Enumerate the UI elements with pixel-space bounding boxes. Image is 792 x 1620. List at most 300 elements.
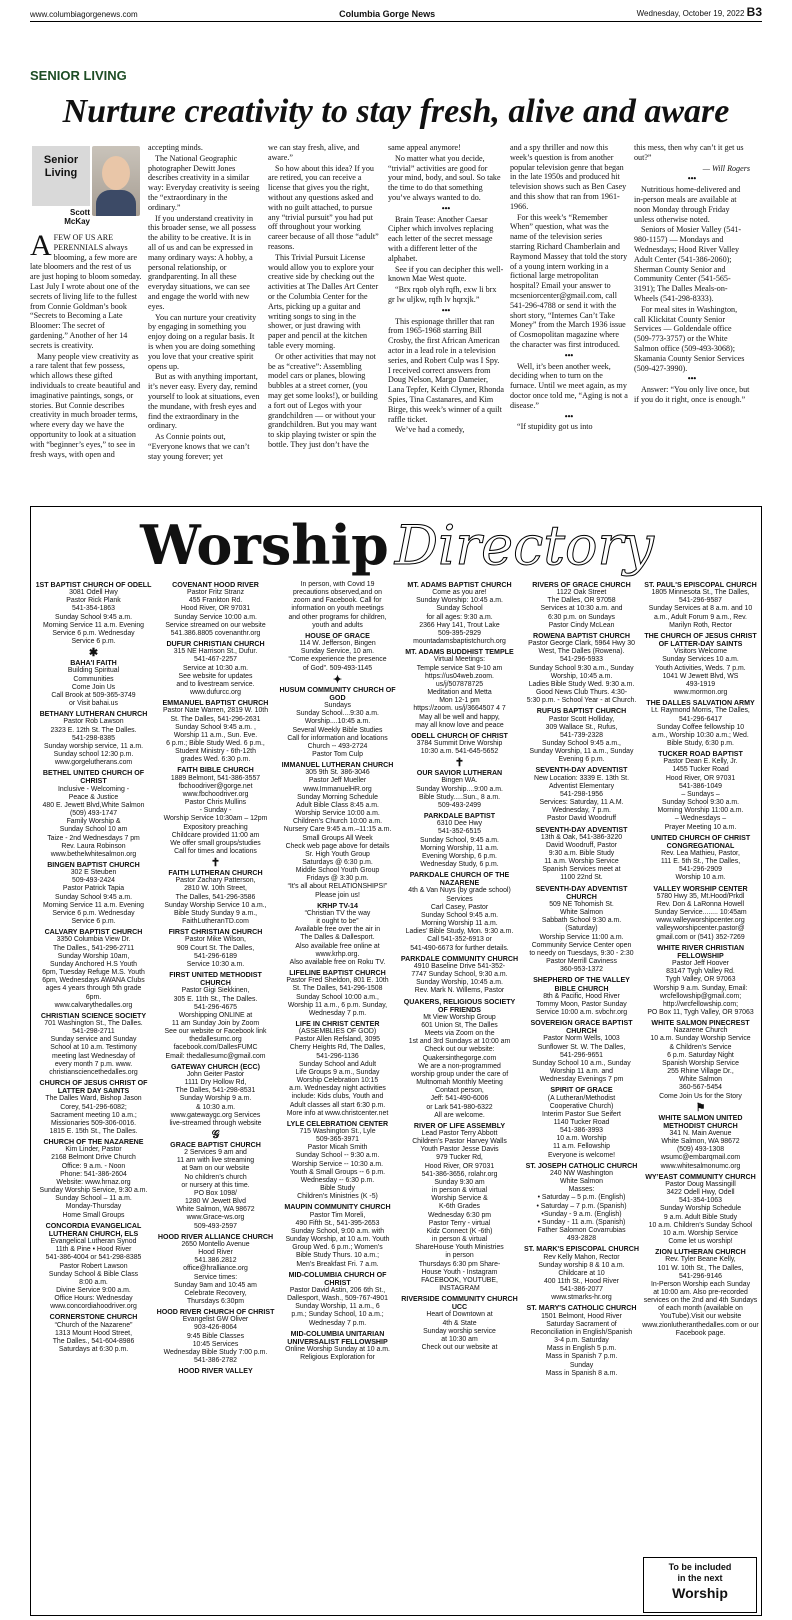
church-detail-line: and other programs for children, [288, 613, 387, 621]
church-detail-line: Worship, 10:45 a.m. [550, 672, 613, 680]
church-listing [642, 632, 759, 697]
church-detail-line: Sunday School and Adult [298, 1060, 376, 1068]
church-detail-line: Worshipping ONLINE at [178, 1011, 253, 1019]
church-detail-line: Rev. Laura Robinson [61, 842, 126, 850]
article-paragraph: For this week’s “Remember When” question, what was the name of the television series starring Richard Chamberlain and Raymond Massey that told the story of a young intern working in a fictional large metropolitan hospital? Email your answer to mcseniorcenter@gmail.com, call 541-296-4788 or send it with the short story, “Internes Can’t Take Money” from the March 1936 issue of Cosmopolitan magazine where the character was first introduced. [510, 212, 628, 349]
church-detail-line: Student Ministry - 6th-12th [175, 748, 256, 756]
church-detail-line: (509) 493-1308 [676, 1146, 725, 1154]
church-detail-line: Sunday Anchored H.S Youth [50, 960, 137, 968]
church-detail-line: 541-298-1956 [560, 790, 603, 798]
church-detail-line: 509-365-3971 [316, 1136, 359, 1144]
church-detail-line: thedallesumc.org [189, 1036, 242, 1044]
church-detail-line: Mt View Worship Group [423, 1013, 496, 1021]
church-detail-line: it ought to be” [316, 918, 359, 926]
drop-cap: A [30, 229, 52, 262]
church-detail-line: Sacrament meeting 10 a.m.; [50, 1111, 137, 1119]
church-listing [34, 769, 153, 859]
church-detail-line: White Salmon, WA 98672 [661, 1138, 740, 1146]
church-listing [522, 1162, 641, 1244]
church-listing [522, 1245, 641, 1302]
church-detail-line: 7747 Sunday School, 9:30 a.m. [411, 971, 508, 979]
column-logo [30, 143, 142, 233]
church-detail-line: Services [446, 895, 473, 903]
church-detail-line: Website: www.hrnaz.org [56, 1178, 131, 1186]
church-detail-line: Tygh Valley, OR 97063 [665, 976, 736, 984]
church-detail-line: wrcfellowship@gmail.com; [659, 992, 742, 1000]
church-detail-line: Monday-Thursday [65, 1203, 122, 1211]
church-detail-line: Sunday School 9:45 a.m., [542, 739, 621, 747]
church-detail-line: Hood River, OR 97031 [180, 605, 251, 613]
article-paragraph: Well, it’s been another week, deciding when to turn on the furnace. Until we meet again, as my doctor once told me, “Aging is not a disease.” [510, 361, 628, 410]
church-logo-icon: ✝ [210, 857, 221, 870]
church-detail-line: (Saturday) [565, 925, 598, 933]
church-detail-line: Pastor Gigi Siekkinen, [181, 987, 250, 995]
church-detail-line: www.zionlutheranthedalles.com or our [642, 1321, 759, 1329]
church-detail-line: Spanish Worship Service [662, 1059, 739, 1067]
church-detail-line: Pastor Fred Sheldon, 801 E. 10th [286, 977, 389, 985]
church-detail-line: at 10:30 am [441, 1335, 478, 1343]
church-detail-line: in person [445, 1252, 474, 1260]
church-name: GATEWAY CHURCH (ECC) [171, 1062, 260, 1071]
church-detail-line: Nazarene Church [673, 1027, 728, 1035]
church-detail-line: Sunday Worship Service 10 a.m., [164, 901, 267, 909]
church-detail-line: Services at 10:30 a.m. and [540, 605, 623, 613]
church-listing [34, 581, 153, 646]
church-detail-line: 305 9th St. 386-3046 [305, 769, 370, 777]
church-detail-line: Call for times and locations [174, 848, 257, 855]
church-detail-line: Sunday Service, 10 am. [300, 648, 375, 656]
church-detail-line: 541-298-8385 [72, 734, 115, 742]
church-detail-line: Service 6 p.m. Wednesday [52, 909, 135, 917]
church-detail-line: mountadamsbaptistchurch.org [413, 638, 506, 646]
page-number: B3 [746, 5, 762, 19]
church-detail-line: Home Small Groups [62, 1211, 125, 1219]
church-detail-line: Come as you are! [432, 589, 487, 597]
church-listing [642, 834, 759, 883]
church-detail-line: at 10:00 am. Also pre-recorded [653, 1288, 748, 1296]
church-detail-line: Thursdays 6:30 pm Share- [418, 1260, 501, 1268]
church-detail-line: 10 a.m. Sunday Worship Service [650, 1035, 751, 1043]
church-detail-line: We are a non-programmed [418, 1062, 501, 1070]
church-detail-line: Mass in Spanish 7 p.m. [545, 1353, 618, 1361]
church-detail-line: Religious Exploration for [300, 1354, 375, 1362]
church-name: ZION LUTHERAN CHURCH [655, 1248, 746, 1257]
church-detail-line: Men’s Breakfast Fri. 7 a.m. [296, 1260, 379, 1268]
church-detail-line: Sunday service and Sunday [50, 1036, 137, 1044]
church-detail-line: 255 Rhine Village Dr., [667, 1068, 734, 1076]
church-logo-icon: ⚑ [695, 1101, 706, 1114]
church-detail-line: Hood River, OR 97031 [424, 1162, 495, 1170]
church-detail-line: Pastor Cindy McLean [548, 621, 615, 629]
church-detail-line: 1313 Mount Hood Street, [55, 1329, 132, 1337]
church-detail-line: 541-296-2909 [679, 866, 722, 874]
church-detail-line: fbchoodriver@gorge.net [178, 782, 253, 790]
church-name: ROWENA BAPTIST CHURCH [532, 631, 631, 640]
church-detail-line: 541-298-2711 [72, 1028, 115, 1036]
church-detail-line: Sunday School [436, 605, 483, 613]
church-detail-line: Worship 11 a.m., 6 p.m. Sunday, [287, 1001, 388, 1009]
article-column-3 [268, 143, 380, 495]
church-listing [522, 581, 641, 630]
church-detail-line: Interim Pastor Sue Seifert [542, 1110, 621, 1118]
church-detail-line: Worship 11 a.m., Sun. Eve. [173, 731, 258, 739]
church-name: WHITE SALMON UNITED METHODIST CHURCH [658, 1113, 743, 1130]
church-name: BETHEL UNITED CHURCH OF CHRIST [42, 769, 145, 786]
church-detail-line: Childcare provided 11:00 am [171, 831, 260, 839]
church-detail-line: Pastor Rick Plank [66, 597, 121, 605]
church-name: ODELL CHURCH OF CHRIST [411, 731, 508, 740]
church-detail-line: or Visit bahai.us [69, 700, 118, 708]
church-listing [156, 971, 275, 1061]
author-name: Scott McKay [64, 208, 90, 226]
church-detail-line: precautions observed,and on [293, 589, 382, 597]
church-detail-line: Check web page above for details [285, 842, 390, 850]
church-detail-line: Lead Pastor Terry Abbott [421, 1130, 498, 1137]
article-paragraph: No matter what you decide, “trivial” activities are good for your mind, body, and soul. So take the time to do that something you’ve always wanted to do. [388, 153, 501, 202]
church-detail-line: ShareHouse Youth Ministries [415, 1244, 504, 1252]
church-detail-line: gmail.com or (541) 352-7269 [656, 933, 745, 941]
church-detail-line: a.m. Wednesday night activities [289, 1085, 386, 1093]
church-detail-line: Worship Celebration 10:15 [296, 1077, 379, 1085]
church-detail-line: Evangelical Lutheran Synod [50, 1238, 137, 1246]
church-detail-line: Also available free online at [295, 942, 380, 950]
church-detail-line: Pastor David Woodruff [546, 815, 617, 823]
church-detail-line: 541-296-9146 [679, 1272, 722, 1280]
church-detail-line: “Come experience the presence [288, 656, 387, 664]
church-detail-line: 509-493-2597 [194, 1222, 237, 1230]
church-detail-line: White Salmon [560, 1178, 603, 1186]
church-detail-line: 4th & State [442, 1319, 477, 1327]
church-detail-line: 903-426-8064 [194, 1324, 237, 1332]
church-detail-line: Youth & Small Groups -- 6 p.m. [289, 1168, 386, 1176]
church-detail-line: 305 E. 11th St., The Dalles. [173, 995, 258, 1003]
church-detail-line: Taize - 2nd Wednesdays 7 pm [47, 834, 140, 842]
church-detail-line: www.stmarks-hr.org [551, 1294, 612, 1302]
church-listing [34, 648, 153, 708]
church-detail-line: Sunday Worship Schedule [659, 1205, 742, 1213]
worship-directory [30, 506, 762, 1616]
page-date: Wednesday, October 19, 2022 [636, 9, 745, 18]
church-detail-line: www.bethelwhitesalmon.org [50, 850, 137, 858]
church-detail-line: INSTAGRAM [439, 1284, 480, 1292]
church-listing [156, 858, 275, 926]
church-detail-line: www.mormon.org [673, 689, 728, 697]
church-detail-line: www.krhp.org. [315, 950, 360, 958]
church-name: ST. MARK'S EPISCOPAL CHURCH [524, 1245, 639, 1254]
church-detail-line: Sunday School 9:30 a.m. [662, 799, 739, 807]
church-detail-line: New Location: 3339 E. 13th St. [534, 774, 629, 782]
church-detail-line: Sunday school 12:30 p.m. [53, 750, 134, 758]
church-detail-line: Phone: 541-386-2604 [60, 1170, 127, 1178]
church-detail-line: Sunday worship 8 & 10 a.m. [538, 1261, 625, 1269]
senior-living-logo: Senior Living [32, 146, 90, 206]
church-detail-line: All are welcome. [434, 1111, 485, 1119]
church-detail-line: 3784 Summit Drive Worship [416, 739, 503, 747]
church-detail-line: Sunday School 9:45 a.m. , [175, 723, 256, 731]
church-detail-line: 3422 Odell Hwy, Odell [666, 1189, 735, 1197]
church-detail-line: Lt. Raymond Morris, The Dalles, [651, 707, 750, 715]
church-detail-line: Childcare at 10 [558, 1269, 605, 1277]
church-name: WHITE SALMON PINECREST [651, 1019, 750, 1028]
church-detail-line: 11 am Sunday Join by Zoom [171, 1019, 260, 1027]
church-listing [278, 1271, 397, 1328]
church-detail-line: Middle School Youth Group [295, 867, 380, 875]
church-detail-line: Sunday Worship, at 10 a.m. Youth [285, 1236, 390, 1244]
church-detail-line: include: Kids clubs, Youth and [291, 1093, 384, 1101]
church-detail-line: & 10:30 a.m. [195, 1103, 236, 1111]
church-name: OUR SAVIOR LUTHERAN [416, 769, 503, 778]
church-name: MID-COLUMBIA UNITARIAN UNIVERSALIST FELLOWSHIP [287, 1329, 388, 1346]
church-detail-line: Bible Study, 6:30 p.m. [667, 739, 734, 747]
church-name: ST. MARY'S CATHOLIC CHURCH [526, 1304, 637, 1313]
article-paragraph: Many people view creativity as a rare talent that few possess, which allows these gifted individuals to create beautiful and imaginative paintings, songs, or stories. But Connie describes creativity in much broader terms, where every day we have the opportunity to look at a situation with “beginner’s eyes,” to see in fresh ways, with open and [30, 351, 141, 459]
church-detail-line: 541.386.8805 covenanthr.org [170, 629, 261, 637]
senior-living-badge [32, 146, 140, 231]
church-name: SHEPHERD OF THE VALLEY BIBLE CHURCH [533, 976, 630, 993]
church-detail-line: Come Join Us for the Story [659, 1092, 742, 1100]
church-detail-line: 493-1919 [685, 680, 716, 688]
church-listing [156, 581, 275, 638]
church-detail-line: Adventist Elementary [548, 782, 615, 790]
church-name: HOOD RIVER CHURCH OF CHRIST [156, 1308, 275, 1317]
church-detail-line: Ladies’ Bible Study, Mon. 9:30 a.m. [405, 928, 514, 936]
church-detail-line: Bible Study Thurs. 10 a.m.; [296, 1252, 379, 1260]
church-detail-line: Wednesday, 7 p.m. [552, 807, 611, 815]
church-detail-line: The Dalles Ward, Bishop Jason [45, 1095, 142, 1103]
church-detail-line: Sunday Services 10 a.m. [662, 656, 739, 664]
church-name: FIRST UNITED METHODIST CHURCH [169, 971, 262, 988]
church-listing [400, 648, 519, 730]
church-detail-line: Fridays @ 3:30 p.m. [306, 875, 369, 883]
church-detail-line: Multnomah Monthly Meeting [416, 1079, 503, 1087]
church-detail-line: Wednesday Evenings 7 pm [539, 1076, 624, 1084]
church-name: FAITH LUTHERAN CHURCH [168, 869, 263, 878]
church-detail-line: Sunday Worship Service, 9:30 a.m. [39, 1187, 148, 1195]
directory-column-3 [278, 581, 397, 1611]
church-detail-line: 5780 Hwy 35, Mt.Hood/Prkdl [656, 892, 745, 900]
church-detail-line: www.fbchoodriver.org [182, 790, 249, 798]
church-name: PARKDALE CHURCH OF THE NAZARENE [409, 871, 510, 888]
article-paragraph: ••• [687, 374, 697, 384]
church-detail-line: We offer small groups/studies [170, 839, 261, 847]
church-name: HOOD RIVER VALLEY [178, 1367, 253, 1376]
church-detail-line: Hood River, OR 97031 [665, 774, 736, 782]
church-logo-icon: ✝ [454, 757, 465, 770]
church-detail-line: www.calvarythedalles.org [54, 1001, 133, 1009]
church-detail-line: John Geiter Pastor [186, 1070, 245, 1078]
church-detail-line: Sunday Worship....9:00 a.m. [416, 785, 503, 793]
church-detail-line: 541-386-3993 [560, 1127, 603, 1135]
church-detail-line: See our website or Facebook link [164, 1028, 267, 1036]
church-detail-line: Communities [73, 675, 114, 683]
church-detail-line: Worship 10 a.m. [675, 874, 726, 882]
directory-column-5 [522, 581, 641, 1611]
church-detail-line: Service 6 p.m. Wednesday [52, 629, 135, 637]
church-detail-line: FaithLutheranTD.com [182, 918, 249, 926]
church-detail-line: facebook.com/DallesFUMC [173, 1044, 258, 1052]
church-detail-line: Evening 6 p.m. [558, 756, 605, 764]
article-column-6 [634, 143, 750, 495]
church-detail-line: 2810 W. 10th Street, [184, 885, 247, 893]
church-detail-line: Sunday worship service, 11 a.m. [43, 742, 144, 750]
church-detail-line: Bible Study Sunday 9 a.m., [173, 909, 258, 917]
church-name: DUFUR CHRISTIAN CHURCH [166, 640, 265, 649]
church-detail-line: Saturday Sacrament of [546, 1320, 617, 1328]
church-name: UNITED CHURCH OF CHRIST CONGREGATIONAL [650, 833, 751, 850]
church-detail-line: Visitors Welcome [674, 648, 727, 656]
church-detail-line: 10:45 Services [192, 1340, 239, 1348]
church-detail-line: Worship Service 11:00 a.m. [539, 933, 624, 941]
church-detail-line: 1122 Oak Street [556, 589, 607, 597]
church-detail-line: Service streamed on our website [165, 621, 266, 629]
church-detail-line: Corey, 541-296-6082; [60, 1103, 127, 1111]
church-detail-line: Pastor Dean E. Kelly, Jr. [663, 758, 738, 766]
church-detail-line: Sunday School 10:00 a.m., [296, 993, 379, 1001]
church-detail-line: Sunday School 9:30 a.m., Sunday [529, 664, 634, 672]
church-detail-line: 360-567-5454 [679, 1084, 722, 1092]
church-name: QUAKERS, RELIGIOUS SOCIETY OF FRIENDS [403, 997, 516, 1014]
church-name: BINGEN BAPTIST CHURCH [47, 861, 140, 869]
church-name: FAITH BIBLE CHURCH [177, 766, 254, 775]
church-detail-line: Service 10:00 a.m. svbchr.org [535, 1008, 628, 1016]
church-detail-line: Youth Activities, Weds. 7 p.m. [655, 664, 746, 672]
church-detail-line: West, The Dalles (Rowena). [538, 648, 625, 656]
church-listing [34, 710, 153, 767]
church-detail-line: 10 a.m. Worship [556, 1135, 607, 1143]
article-paragraph: ••• [564, 350, 574, 360]
article-paragraph: Or other activities that may not be as “creative”: Assembling model cars or planes, blowing bubbles at a street corner, (you may get some looks!), or building a fort out of Legos with your grandchildren — or without your grandchildren. But you may want to skip playing twister or spin the bottle. They just don’t have the [268, 351, 378, 449]
church-detail-line: 13th & Oak, 541-386-3220 [540, 833, 623, 841]
article-body [30, 143, 762, 495]
church-detail-line: Wednesday 7 p.m. [308, 1319, 367, 1327]
church-detail-line: Sunday School 9:45 a.m. [421, 911, 498, 919]
church-detail-line: 2366 Hwy 141, Trout Lake [419, 621, 500, 629]
church-detail-line: Also available free on Roku TV. [289, 958, 386, 966]
church-detail-line: ages 4 years through 5th grade [45, 985, 142, 993]
church-name: CORNERSTONE CHURCH [49, 1313, 138, 1322]
church-listing [522, 1019, 641, 1084]
church-detail-line: – Sundays – [681, 790, 720, 798]
church-detail-line: House Youth - Instagram [421, 1268, 498, 1276]
church-detail-line: The Dalles & Dallesport. [300, 934, 375, 942]
church-detail-line: Pastor Terry - virtual [428, 1219, 491, 1227]
church-detail-line: Worship Service -- 10:30 a.m. [291, 1160, 383, 1168]
church-detail-line: Wednesday Bible Study 7:00 p.m. [163, 1348, 268, 1356]
church-detail-line: See website for updates [178, 672, 253, 680]
church-detail-line: Sundays [324, 702, 351, 710]
church-listing [278, 632, 397, 673]
church-detail-line: 541-467-2257 [194, 656, 237, 664]
church-detail-line: 9:30 a.m. Bible Study [548, 850, 615, 857]
church-detail-line: 715 Washington St., Lyle [299, 1128, 376, 1135]
section-label: SENIOR LIVING [30, 68, 127, 83]
church-detail-line: 480 E. Jewett Blvd,White Salmon [42, 801, 145, 809]
church-listing [156, 766, 275, 856]
church-detail-line: christiansciencethedalles.org [49, 1068, 138, 1076]
church-name: HOUSE OF GRACE [305, 631, 370, 640]
church-detail-line: Everyone is welcome! [547, 1151, 616, 1159]
church-listing [34, 1012, 153, 1077]
article-paragraph: ••• [441, 305, 451, 315]
article-paragraph: We’ve had a comedy, [395, 425, 465, 435]
church-name: PARKDALE BAPTIST [423, 812, 496, 821]
church-detail-line: 315 NE Harrison St., Dufur. [173, 648, 258, 656]
church-listing [278, 1203, 397, 1268]
church-detail-line: White Salmon [560, 909, 603, 917]
worship-directory-title [31, 513, 762, 581]
church-detail-line: 2650 Montello Avenue [181, 1240, 250, 1248]
church-name: CALVARY BAPTIST CHURCH [44, 928, 143, 937]
church-detail-line: St. The Dalles, 541-296-1508 [292, 985, 383, 993]
church-detail-line: 3-4 p.m. Saturday [554, 1337, 609, 1345]
church-detail-line: Bible Study [320, 1185, 355, 1193]
church-detail-line: The Dalles., 541-296-2711 [52, 944, 135, 952]
church-name: SEVENTH-DAY ADVENTIST CHURCH [535, 884, 628, 901]
church-detail-line: 3350 Columbia View Dr. [56, 936, 131, 944]
church-detail-line: Email: thedallesumc@gmail.com [165, 1052, 266, 1060]
church-detail-line: 701 Washington St., The Dalles. [44, 1019, 143, 1027]
church-detail-line: 309 Wallace St., Rufus, [545, 723, 618, 731]
church-detail-line: 541-296-5933 [560, 656, 603, 664]
church-detail-line: 111 E. 5th St., The Dalles, [660, 858, 741, 866]
church-detail-line: PO Box 11, Tygh Valley, OR 97063 [647, 1008, 754, 1016]
church-detail-line: Sabbath School 9:30 a.m. [541, 917, 622, 925]
church-detail-line: Pastor Nate Warren, 2819 W. 10th [162, 707, 269, 715]
article-paragraph: “If stupidity got us into [517, 422, 593, 432]
church-detail-line: Dallesport, Wash., 509-767-4901 [287, 1295, 388, 1303]
church-detail-line: Services: Saturday, 11 A.M. [539, 799, 624, 807]
church-detail-line: www.dufurcc.org [190, 689, 241, 697]
church-detail-line: 240 NW Washington [550, 1169, 613, 1177]
church-name: IMMANUEL LUTHERAN CHURCH [281, 761, 394, 770]
church-detail-line: every month 7 p.m. www. [54, 1060, 133, 1068]
church-listing [522, 707, 641, 764]
church-detail-line: Masses: [568, 1186, 595, 1194]
church-detail-line: youth and adults [312, 621, 363, 629]
church-detail-line: us/j/507878725 [435, 680, 484, 688]
church-detail-line: Sunflower St. W. The Dalles, [537, 1043, 626, 1051]
church-detail-line: Call Brook at 509-365-3749 [51, 691, 136, 699]
church-name: WHITE RIVER CHRISTIAN FELLOWSHIP [656, 943, 745, 960]
church-listing [156, 1130, 275, 1231]
church-name: MID-COLUMBIA CHURCH OF CHRIST [288, 1270, 387, 1287]
church-detail-line: Pastor Tom Culp [312, 750, 363, 758]
website-url[interactable]: www.columbiagorgenews.com [30, 10, 138, 19]
church-detail-line: 83147 Tygh Valley Rd. [666, 968, 735, 976]
church-detail-line: Check out our website: [424, 1046, 495, 1054]
church-detail-line: 10:30 a.m. 541-645-5652 [420, 748, 499, 756]
church-detail-line: 541-296-9651 [560, 1051, 603, 1059]
church-detail-line: 979 Tucker Rd, [436, 1154, 483, 1162]
church-detail-line: Saturdays at 6:30 p.m. [58, 1346, 129, 1354]
church-detail-line: Sunday Coffee fellowship 10 [656, 723, 745, 731]
church-detail-line: services on the 2nd and 4th Sundays [643, 1297, 758, 1305]
church-detail-line: 541-386-3656, rolahr.org [421, 1170, 498, 1178]
church-detail-line: valleyworshipcenter.pastor@ [656, 925, 745, 933]
church-detail-line: Evangelist GW Oliver [182, 1316, 249, 1324]
church-name: ST. JOSEPH CATHOLIC CHURCH [525, 1161, 638, 1170]
church-detail-line: Rev. Mark N. Willems, Pastor [414, 987, 505, 995]
church-detail-line: Sunday School & Bible Class [48, 1270, 139, 1278]
church-detail-line: More info at www.christcenter.net [286, 1109, 389, 1117]
newspaper-name: Columbia Gorge News [339, 9, 436, 19]
church-detail-line: Pastor Jeff Mueller [308, 777, 367, 785]
church-detail-line: a.m., Adult Forum 9 a.m., Rev. [654, 613, 747, 621]
church-detail-line: Inclusive - Welcoming - [57, 785, 130, 793]
church-detail-line: Rev. Don & LaRonna Howell [656, 900, 745, 908]
church-listing [642, 750, 759, 832]
church-detail-line: www.valleyworshipcenter.org [656, 917, 745, 925]
